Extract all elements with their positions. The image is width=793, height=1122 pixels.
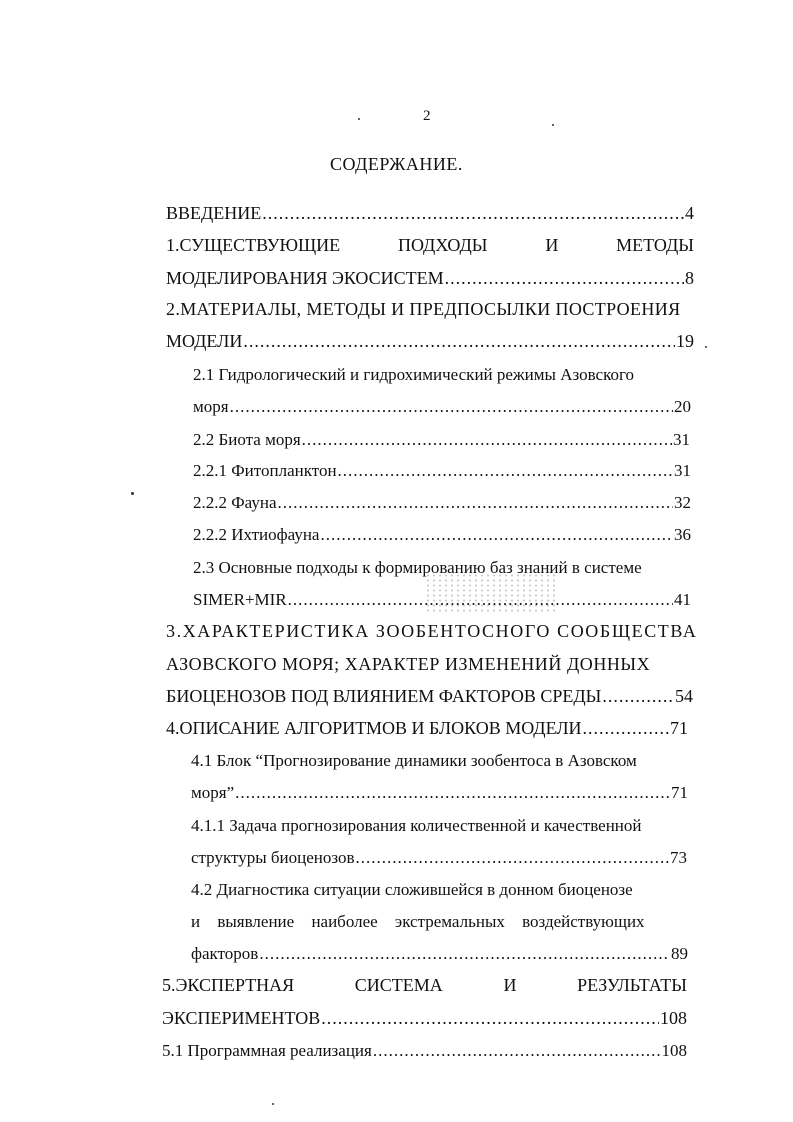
toc-entry-3-line1[interactable]: 3.ХАРАКТЕРИСТИКА ЗООБЕНТОСНОГО СООБЩЕСТВА: [166, 621, 698, 641]
toc-page-number: 8: [685, 268, 694, 288]
toc-entry-4-1-1[interactable]: [191, 847, 687, 869]
toc-leader-dots: [373, 1040, 661, 1062]
toc-entry-4-2-line2[interactable]: и выявление наиболее экстремальных воздействующих: [191, 912, 645, 931]
toc-page-number: 31: [673, 430, 690, 449]
toc-entry-label: ВВЕДЕНИЕ: [166, 203, 262, 223]
toc-entry-2-2[interactable]: [193, 429, 690, 451]
toc-entry-4-2-line1[interactable]: 4.2 Диагностика ситуации сложившейся в донном биоценозе: [191, 880, 633, 899]
toc-entry-label: 5.1 Программная реализация: [162, 1041, 372, 1060]
scan-speck: [358, 118, 360, 120]
toc-entry-label: 2.2 Биота моря: [193, 430, 301, 449]
toc-entry-4-1-1-line1[interactable]: 4.1.1 Задача прогнозирования количественной и качественной: [191, 816, 642, 835]
toc-page-number: 36: [674, 525, 691, 544]
toc-entry-2-line1[interactable]: 2.МАТЕРИАЛЫ, МЕТОДЫ И ПРЕДПОСЫЛКИ ПОСТРОЕНИЯ: [166, 299, 681, 319]
toc-leader-dots: [278, 492, 673, 514]
toc-leader-dots: [302, 429, 672, 451]
toc-page-number: 73: [670, 848, 687, 867]
toc-page-number: 31: [674, 461, 691, 480]
toc-entry-2-3-line1[interactable]: 2.3 Основные подходы к формированию баз знаний в системе: [193, 558, 642, 577]
toc-leader-dots: [445, 267, 684, 289]
toc-entry-2-2-2-ichthyofauna[interactable]: [193, 524, 691, 546]
toc-page-number: 54: [675, 686, 693, 706]
toc-entry-3-line2[interactable]: АЗОВСКОГО МОРЯ; ХАРАКТЕР ИЗМЕНЕНИЙ ДОННЫХ: [166, 654, 651, 674]
toc-entry-label: 2.2.2 Фауна: [193, 493, 277, 512]
toc-entry-label: SIMER+MIR: [193, 590, 287, 609]
toc-word: ПОДХОДЫ: [397, 235, 488, 255]
scan-speck: [705, 346, 707, 348]
toc-leader-dots: [602, 685, 674, 707]
toc-leader-dots: [259, 943, 670, 965]
scan-speck: [272, 1103, 274, 1105]
toc-entry-label: 2.2.1 Фитопланктон: [193, 461, 337, 480]
toc-leader-dots: [243, 330, 675, 352]
toc-entry-4[interactable]: [166, 717, 688, 739]
toc-page-number: 108: [661, 1041, 687, 1060]
toc-leader-dots: [583, 717, 669, 739]
toc-entry-5-line1[interactable]: [162, 974, 687, 996]
toc-entry-2-2-2-fauna[interactable]: [193, 492, 691, 514]
toc-page-number: 108: [660, 1008, 687, 1028]
toc-entry-label: МОДЕЛИРОВАНИЯ ЭКОСИСТЕМ: [166, 268, 444, 288]
toc-entry-label: БИОЦЕНОЗОВ ПОД ВЛИЯНИЕМ ФАКТОРОВ СРЕДЫ: [166, 686, 602, 706]
toc-page-number: 41: [674, 590, 691, 609]
toc-entry-label: ЭКСПЕРИМЕНТОВ: [162, 1008, 321, 1028]
toc-entry-1-line1[interactable]: [166, 234, 694, 256]
toc-entry-2-2-1[interactable]: [193, 460, 691, 482]
scan-smudge: [425, 573, 555, 613]
toc-entry-label: 4.ОПИСАНИЕ АЛГОРИТМОВ И БЛОКОВ МОДЕЛИ: [166, 718, 582, 738]
toc-entry-label: моря: [193, 397, 229, 416]
toc-entry-1[interactable]: [166, 267, 694, 289]
toc-entry-label: факторов: [191, 944, 259, 963]
toc-leader-dots: [230, 396, 673, 418]
toc-entry-2[interactable]: [166, 330, 694, 352]
toc-word: РЕЗУЛЬТАТЫ: [577, 975, 687, 995]
toc-entry-label: моря”: [191, 783, 235, 802]
toc-leader-dots: [338, 460, 673, 482]
page-number: 2: [423, 108, 431, 124]
toc-page-number: 71: [671, 783, 688, 802]
toc-page-number: 4: [685, 203, 694, 223]
toc-leader-dots: [235, 782, 670, 804]
toc-leader-dots: [262, 202, 684, 224]
toc-entry-4-1[interactable]: [191, 782, 688, 804]
toc-leader-dots: [320, 524, 673, 546]
toc-word: 5.ЭКСПЕРТНАЯ: [162, 975, 295, 995]
toc-page-number: 71: [670, 718, 688, 738]
toc-entry-label: МОДЕЛИ: [166, 331, 243, 351]
scan-speck: [552, 124, 554, 126]
toc-entry-4-1-line1[interactable]: 4.1 Блок “Прогнозирование динамики зообентоса в Азовском: [191, 751, 637, 770]
toc-page-number: 20: [674, 397, 691, 416]
toc-entry-5-1[interactable]: [162, 1040, 687, 1062]
toc-page-number: 32: [674, 493, 691, 512]
toc-word: И: [545, 235, 559, 255]
toc-entry-4-2[interactable]: [191, 943, 688, 965]
toc-page-number: 89: [671, 944, 688, 963]
toc-page-number: 19: [676, 331, 694, 351]
toc-leader-dots: [356, 847, 669, 869]
toc-leader-dots: [321, 1007, 659, 1029]
toc-entry-label: 2.2.2 Ихтиофауна: [193, 525, 320, 544]
scan-speck: [131, 492, 134, 495]
toc-entry-label: структуры биоценозов: [191, 848, 355, 867]
toc-entry-intro[interactable]: [166, 202, 694, 224]
toc-word: 1.СУЩЕСТВУЮЩИЕ: [166, 235, 341, 255]
toc-entry-2-1[interactable]: [193, 396, 691, 418]
toc-entry-5[interactable]: [162, 1007, 687, 1029]
toc-entry-2-1-line1[interactable]: 2.1 Гидрологический и гидрохимический режимы Азовского: [193, 365, 635, 384]
toc-entry-3[interactable]: [166, 685, 693, 707]
toc-word: СИСТЕМА: [354, 975, 443, 995]
toc-word: И: [503, 975, 517, 995]
toc-word: МЕТОДЫ: [616, 235, 694, 255]
page-title: СОДЕРЖАНИЕ.: [330, 154, 463, 174]
